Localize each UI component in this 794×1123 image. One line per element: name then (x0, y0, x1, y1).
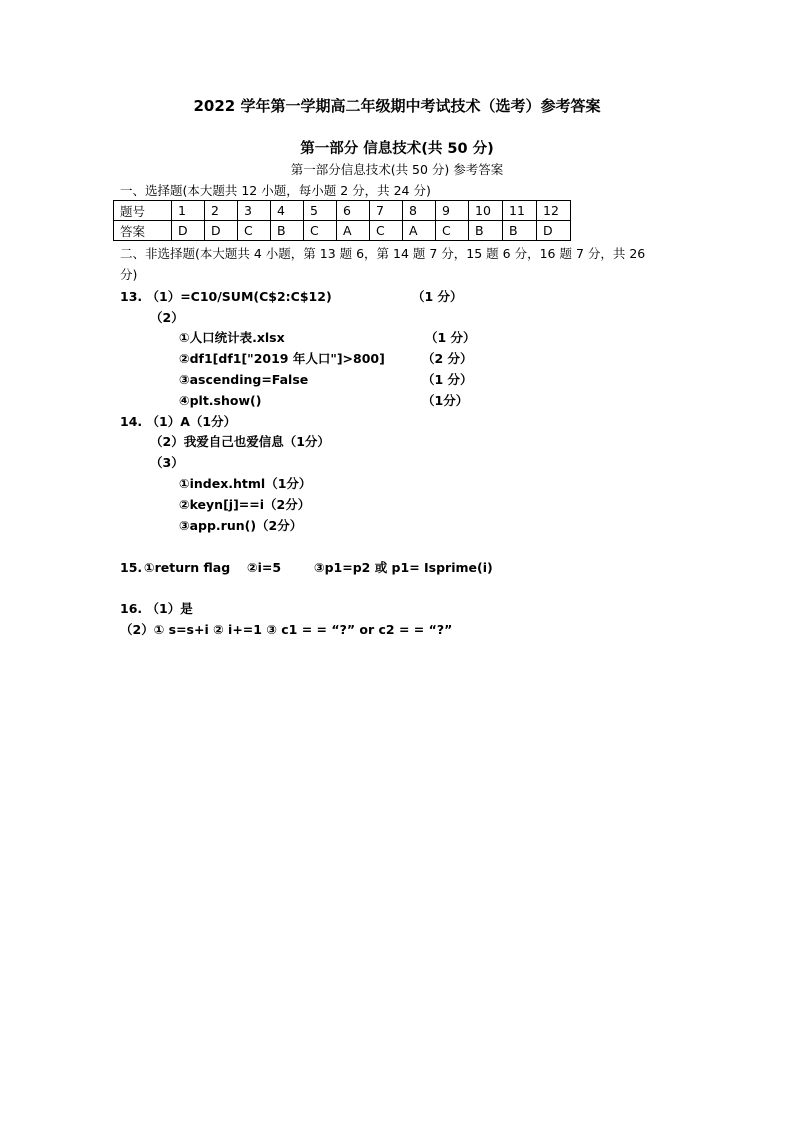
table-cell: D (172, 221, 205, 241)
part-subtitle: 第一部分信息技术(共 50 分) 参考答案 (290, 162, 504, 177)
q15-label: 15. (120, 560, 143, 575)
q13-part1: 13. （1）=C10/SUM(C$2:C$12) (120, 289, 332, 304)
table-cell: 12 (537, 201, 571, 221)
q14-part3: （3） (150, 455, 184, 470)
table-cell: C (370, 221, 403, 241)
row-label-answer: 答案 (114, 221, 172, 241)
q14-part2: （2）我爱自己也爱信息（1分） (150, 434, 330, 449)
q16-part1: 16. （1）是 (120, 601, 193, 616)
document-title: 2022 学年第一学期高二年级期中考试技术（选考）参考答案 (193, 97, 601, 115)
table-cell: A (337, 221, 370, 241)
table-cell: 9 (436, 201, 469, 221)
q16-part2: （2）① s=s+i ② i+=1 ③ c1 = = “?” or c2 = = “?” (120, 622, 453, 637)
q15-answer-3: ③p1=p2 或 p1= Isprime(i) (314, 560, 493, 575)
q13-item-4: ④plt.show() (179, 393, 262, 408)
row-label-number: 题号 (114, 201, 172, 221)
table-cell: 8 (403, 201, 436, 221)
q14-item-2: ②keyn[j]==i（2分） (179, 497, 311, 512)
table-cell: B (469, 221, 503, 241)
table-cell: C (436, 221, 469, 241)
q14-part1: 14. （1）A（1分） (120, 414, 237, 429)
table-cell: 10 (469, 201, 503, 221)
table-cell: C (238, 221, 271, 241)
table-cell: 7 (370, 201, 403, 221)
table-cell: 6 (337, 201, 370, 221)
q14-item-1: ①index.html（1分） (179, 476, 312, 491)
table-cell: 2 (205, 201, 238, 221)
table-cell: 5 (304, 201, 337, 221)
answer-table (113, 200, 571, 241)
part-title: 第一部分 信息技术(共 50 分) (300, 141, 494, 157)
table-cell: D (537, 221, 571, 241)
table-cell: 4 (271, 201, 304, 221)
table-row-answers (114, 221, 571, 241)
section1-heading: 一、选择题(本大题共 12 小题，每小题 2 分，共 24 分) (120, 183, 431, 198)
q13-part2: （2） (150, 310, 184, 325)
table-cell: 1 (172, 201, 205, 221)
table-cell: 3 (238, 201, 271, 221)
q13-item-3-score: （1 分） (422, 372, 473, 387)
q13-part1-score: （1 分） (412, 289, 463, 304)
section2-heading-line2: 分) (120, 267, 138, 282)
section2-heading-line1: 二、非选择题(本大题共 4 小题，第 13 题 6，第 14 题 7 分，15 题 6 分，16 题 7 分，共 26 (120, 246, 646, 261)
q14-item-3: ③app.run()（2分） (179, 518, 303, 533)
table-row-numbers (114, 201, 571, 221)
q13-item-4-score: （1分） (422, 393, 469, 408)
q13-item-1-score: （1 分） (425, 330, 476, 345)
table-cell: A (403, 221, 436, 241)
table-cell: C (304, 221, 337, 241)
q13-item-3: ③ascending=False (179, 372, 309, 387)
q15-answer-2: ②i=5 (247, 560, 282, 575)
q13-item-2: ②df1[df1["2019 年人口"]>800] (179, 351, 385, 366)
table-cell: B (271, 221, 304, 241)
table-cell: B (503, 221, 537, 241)
q15-answer-1: ①return flag (144, 560, 231, 575)
q13-item-1: ①人口统计表.xlsx (179, 330, 285, 345)
table-cell: 11 (503, 201, 537, 221)
table-cell: D (205, 221, 238, 241)
q13-item-2-score: （2 分） (422, 351, 473, 366)
